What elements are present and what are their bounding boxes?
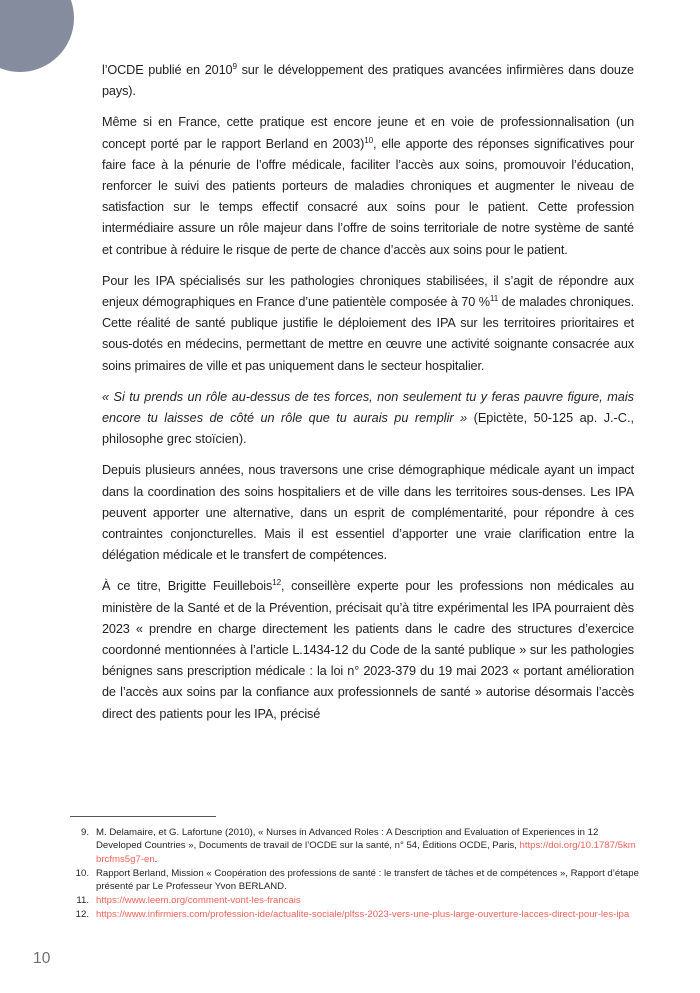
page-body-content — [102, 60, 634, 725]
footnote-item — [70, 867, 640, 894]
body-paragraph — [102, 576, 634, 724]
footnote-link[interactable]: https://www.leem.org/comment-vont-les-francais — [96, 895, 301, 907]
text-run: l’OCDE publié en 2010 — [102, 63, 233, 77]
footnote-list — [70, 826, 640, 921]
text-run: M. Delamaire, et G. Lafortune (2010), « Nurses in Advanced Roles : A Description and Evaluation of Experiences in 12 Developed Countries », Documents de travail de l’OCDE sur la santé, n° 54, Éditions OCDE, Paris, — [96, 827, 599, 852]
text-run: , elle apporte des réponses significatives pour faire face à la pénurie de l’offre médicale, faciliter l’accès aux soins, promouvoir l’éducation, renforcer le suivi des patients porteurs de maladies chroniques et augmenter le niveau de satisfaction sur le temps effectif consacré aux soins pour le patient. Cette profession intermédiaire assure un rôle majeur dans l’offre de soins territoriale de notre système de santé et contribue à réduire le risque de perte de chance d’accès aux soins pour le patient. — [102, 136, 634, 257]
body-paragraph — [102, 460, 634, 566]
body-paragraph — [102, 112, 634, 260]
footnote-link[interactable]: https://www.infirmiers.com/profession-ide/actualite-sociale/plfss-2023-vers-une-plus-large-ouverture-lacces-direct-pour-les-ipa — [96, 908, 630, 920]
decorative-circle — [0, 0, 74, 72]
text-run: sur le développement des pratiques avancées infirmières dans douze pays). — [102, 63, 634, 99]
footnote-text — [96, 895, 301, 906]
footnote-item — [70, 894, 640, 907]
text-run: . — [154, 853, 158, 865]
footnote-reference[interactable]: 9 — [232, 61, 237, 71]
text-run: de malades chroniques. Cette réalité de santé publique justifie le déploiement des IPA sur les territoires prioritaires et sous-dotés en médecins, permettant de mettre en œuvre une activité soignante consacrée aux soins primaires de ville et pas uniquement dans le secteur hospitalier. — [102, 295, 634, 373]
text-run: À ce titre, Brigitte Feuillebois — [102, 579, 273, 594]
text-run: Même si en France, cette pratique est encore jeune et en voie de professionnalisation (un concept porté par le rapport Berland en 2003) — [102, 115, 634, 151]
footnote-number: 12. — [75, 908, 89, 920]
footnote-number: 9. — [80, 827, 89, 838]
footnote-text — [96, 827, 636, 865]
footnote-reference[interactable]: 11 — [489, 293, 499, 303]
footnote-reference[interactable]: 12 — [272, 578, 281, 588]
body-paragraph — [102, 60, 634, 102]
body-paragraph — [102, 271, 634, 377]
footnote-reference[interactable]: 10 — [364, 135, 373, 145]
footnote-separator-rule — [70, 816, 216, 817]
footnotes-section — [70, 816, 640, 922]
footnote-link[interactable]: https://doi.org/10.1787/5kmbrcfms5g7-en — [96, 840, 636, 865]
text-run: , conseillère experte pour les professions non médicales au ministère de la Santé et de la Prévention, précisait qu’à titre expérimental les IPA pourraient dès 2023 « prendre en charge directement les patients dans le cadre des structures d’exercice coordonné mentionnées à l’article L.1434-12 du Code de la santé publique » sur les pathologies bénignes sans prescription médicale : la loi n° 2023-379 du 19 mai 2023 « portant amélioration de l’accès aux soins par la confiance aux professionnels de santé » autorise désormais l’accès direct des patients pour les IPA, précisé — [102, 579, 635, 721]
page-number: 10 — [33, 950, 51, 967]
footnote-number: 11. — [76, 895, 89, 907]
text-run: Rapport Berland, Mission « Coopération des professions de santé : le transfert de tâches et de compétences », Rapport d’étape présenté par Le Professeur Yvon BERLAND. — [96, 867, 639, 893]
blockquote-paragraph — [102, 387, 634, 451]
text-run: (Epictète, 50-125 ap. J.-C., philosophe grec stoïcien). — [102, 411, 634, 447]
footnote-item — [70, 908, 640, 921]
text-run: Pour les IPA spécialisés sur les pathologies chroniques stabilisées, il s’agit de répondre aux enjeux démographiques en France d’une patientèle composée à 70 % — [102, 273, 634, 310]
footnote-text — [96, 909, 629, 920]
footnote-item — [70, 826, 640, 866]
quote-text: « Si tu prends un rôle au-dessus de tes forces, non seulement tu y feras pauvre figure, mais encore tu laisses de côté un rôle que tu aurais pu remplir » — [102, 389, 634, 426]
footnote-number: 10. — [75, 867, 89, 879]
footnote-text — [96, 868, 639, 892]
text-run: Depuis plusieurs années, nous traversons une crise démographique médicale ayant un impact dans la coordination des soins hospitaliers et de ville dans les territoires sous-denses. Les IPA peuvent apporter une alternative, dans un esprit de complémentarité, pour répondre à ces contraintes conjoncturelles. Mais il est essentiel d’apporter une vraie clarification entre la délégation médicale et le transfert de compétences. — [102, 463, 634, 563]
